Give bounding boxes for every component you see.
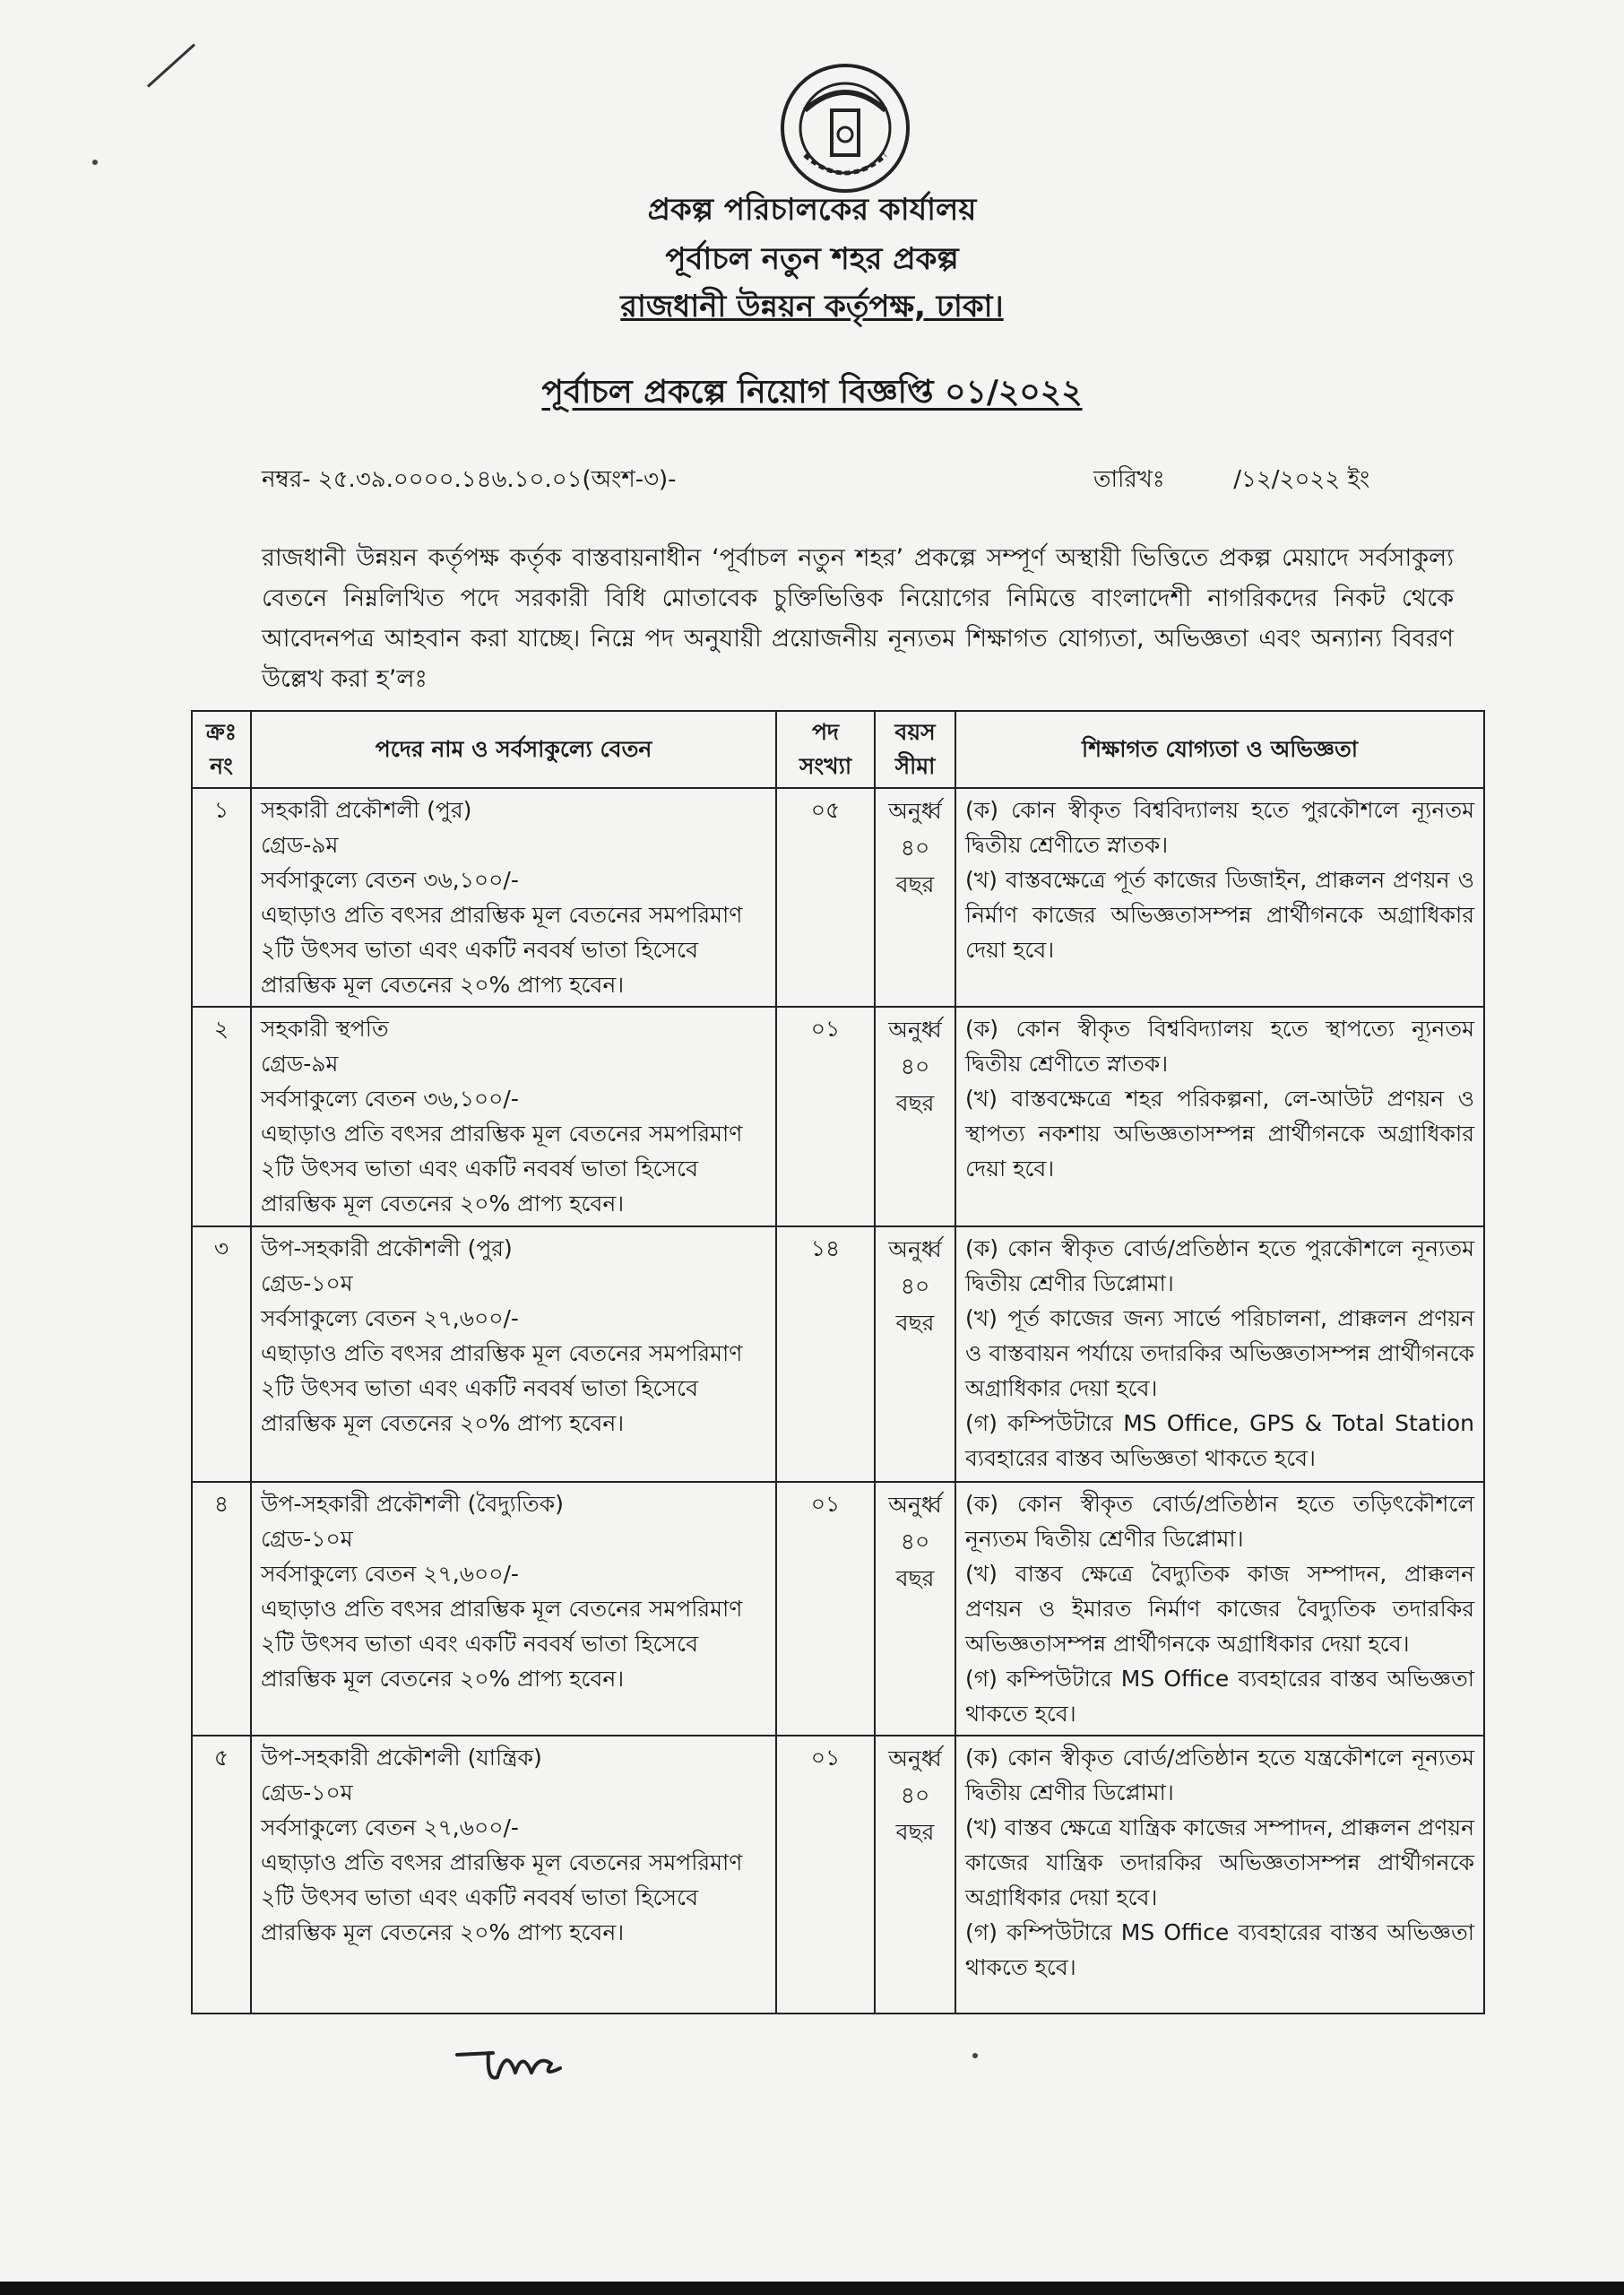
- post-grade: গ্রেড-৯ম: [261, 1051, 339, 1077]
- age-limit-value: ৪০: [900, 1273, 930, 1299]
- row-qualification: [955, 1007, 1484, 1226]
- post-allowance: এছাড়াও প্রতি বৎসর প্রারম্ভিক মূল বেতনের সমপরিমাণ ২টি উৎসব ভাতা এবং একটি নববর্ষ ভাতা হিসেবে প্রারম্ভিক মূল বেতনের ২০% প্রাপ্য হবেন।: [261, 1340, 743, 1436]
- table-header-row: [192, 711, 1484, 788]
- row-post: [251, 1482, 776, 1736]
- row-post: [251, 1226, 776, 1482]
- memo-date: [1093, 461, 1369, 500]
- scan-artifact-dot: [972, 2053, 978, 2058]
- header-qualification: শিক্ষাগত যোগ্যতা ও অভিজ্ঞতা: [955, 711, 1484, 788]
- project-heading: পূর্বাচল নতুন শহর প্রকল্প: [665, 241, 959, 277]
- post-grade: গ্রেড-৯ম: [261, 832, 339, 858]
- qualification-item: (গ) কম্পিউটারে MS Office ব্যবহারের বাস্তব অভিজ্ঞতা থাকতে হবে।: [965, 1666, 1474, 1727]
- date-value: /১২/২০২২ ইং: [1233, 466, 1370, 493]
- header-age: বয়স সীমা: [875, 711, 955, 788]
- post-salary: সর্বসাকুল্যে বেতন ২৭,৬০০/-: [261, 1561, 519, 1587]
- row-qualification: [955, 1482, 1484, 1736]
- row-qualification: [955, 788, 1484, 1007]
- qualification-item: (খ) পূর্ত কাজের জন্য সার্ভে পরিচালনা, প্রাক্কলন প্রণয়ন ও বাস্তবায়ন পর্যায়ে তদারকির অভিজ্ঞতাসম্পন্ন প্রার্থীগনকে অগ্রাধিকার দেয়া হবে।: [965, 1305, 1474, 1401]
- rajuk-logo-icon: [778, 61, 912, 195]
- post-grade: গ্রেড-১০ম: [261, 1780, 353, 1806]
- office-heading: প্রকল্প পরিচালকের কার্যালয়: [647, 192, 977, 228]
- row-serial: ৩: [192, 1226, 251, 1482]
- table-row: [192, 1226, 1484, 1482]
- post-grade: গ্রেড-১০ম: [261, 1526, 353, 1552]
- memo-number: নম্বর- ২৫.৩৯.০০০০.১৪৬.১০.০১(অংশ-৩)-: [262, 466, 677, 493]
- header-post: পদের নাম ও সর্বসাকুল্যে বেতন: [251, 711, 776, 788]
- row-age: [875, 788, 955, 1007]
- header-count: পদ সংখ্যা: [776, 711, 875, 788]
- qualification-item: (ক) কোন স্বীকৃত বিশ্ববিদ্যালয় হতে পুরকৌশলে ন্যূনতম দ্বিতীয় শ্রেণীতে স্নাতক।: [965, 797, 1474, 858]
- row-age: [875, 1482, 955, 1736]
- row-count: ০১: [776, 1007, 875, 1226]
- row-serial: ৪: [192, 1482, 251, 1736]
- circular-title: পূর্বাচল প্রকল্পে নিয়োগ বিজ্ঞপ্তি ০১/২০২২: [541, 374, 1083, 411]
- age-limit-unit: বছর: [895, 1090, 935, 1116]
- qualification-item: (খ) বাস্তব ক্ষেত্রে বৈদ্যুতিক কাজ সম্পাদন, প্রাক্কলন প্রণয়ন ও ইমারত নির্মাণ কাজের বৈদ্যুতিক তদারকির অভিজ্ঞতাসম্পন্ন প্রার্থীগনকে অগ্রাধিকার দেয়া হবে।: [965, 1561, 1474, 1657]
- age-limit-unit: বছর: [895, 1819, 935, 1845]
- age-limit-unit: বছর: [895, 1310, 935, 1336]
- qualification-item: (খ) বাস্তব ক্ষেত্রে যান্ত্রিক কাজের সম্পাদন, প্রাক্কলন প্রণয়ন কাজের যান্ত্রিক তদারকির অভিজ্ঞতাসম্পন্ন প্রার্থীগনকে অগ্রাধিকার দেয়া হবে।: [965, 1814, 1474, 1910]
- post-allowance: এছাড়াও প্রতি বৎসর প্রারম্ভিক মূল বেতনের সমপরিমাণ ২টি উৎসব ভাতা এবং একটি নববর্ষ ভাতা হিসেবে প্রারম্ভিক মূল বেতনের ২০% প্রাপ্য হবেন।: [261, 902, 743, 998]
- post-allowance: এছাড়াও প্রতি বৎসর প্রারম্ভিক মূল বেতনের সমপরিমাণ ২টি উৎসব ভাতা এবং একটি নববর্ষ ভাতা হিসেবে প্রারম্ভিক মূল বেতনের ২০% প্রাপ্য হবেন।: [261, 1121, 743, 1217]
- header-serial: ক্রঃ নং: [192, 711, 251, 788]
- table-row: [192, 788, 1484, 1007]
- row-post: [251, 1007, 776, 1226]
- row-age: [875, 1007, 955, 1226]
- post-name: সহকারী প্রকৌশলী (পুর): [261, 797, 472, 823]
- age-limit-value: ৪০: [900, 1053, 930, 1079]
- post-salary: সর্বসাকুল্যে বেতন ২৭,৬০০/-: [261, 1814, 519, 1840]
- qualification-item: (ক) কোন স্বীকৃত বিশ্ববিদ্যালয় হতে স্থাপত্যে ন্যূনতম দ্বিতীয় শ্রেণীতে স্নাতক।: [965, 1016, 1474, 1077]
- signature-mark: [453, 2028, 569, 2091]
- row-count: ১৪: [776, 1226, 875, 1482]
- post-allowance: এছাড়াও প্রতি বৎসর প্রারম্ভিক মূল বেতনের সমপরিমাণ ২টি উৎসব ভাতা এবং একটি নববর্ষ ভাতা হিসেবে প্রারম্ভিক মূল বেতনের ২০% প্রাপ্য হবেন।: [261, 1596, 743, 1692]
- age-limit-value: ৪০: [900, 1529, 930, 1555]
- row-serial: ২: [192, 1007, 251, 1226]
- post-name: উপ-সহকারী প্রকৌশলী (যান্ত্রিক): [261, 1745, 542, 1771]
- table-row: [192, 1007, 1484, 1226]
- row-qualification: [955, 1736, 1484, 2014]
- row-serial: ৫: [192, 1736, 251, 2014]
- post-salary: সর্বসাকুল্যে বেতন ৩৬,১০০/-: [261, 1086, 519, 1112]
- qualification-item: (খ) বাস্তবক্ষেত্রে শহর পরিকল্পনা, লে-আউট প্রণয়ন ও স্থাপত্য নকশায় অভিজ্ঞতাসম্পন্ন প্রার্থীগনকে অগ্রাধিকার দেয়া হবে।: [965, 1086, 1474, 1182]
- qualification-item: (গ) কম্পিউটারে MS Office, GPS & Total Station ব্যবহারের বাস্তব অভিজ্ঞতা থাকতে হবে।: [965, 1410, 1474, 1471]
- post-salary: সর্বসাকুল্যে বেতন ২৭,৬০০/-: [261, 1305, 519, 1331]
- qualification-item: (ক) কোন স্বীকৃত বোর্ড/প্রতিষ্ঠান হতে পুরকৌশলে নূন্যতম দ্বিতীয় শ্রেণীর ডিপ্লোমা।: [965, 1235, 1474, 1296]
- post-salary: সর্বসাকুল্যে বেতন ৩৬,১০০/-: [261, 867, 519, 893]
- row-serial: ১: [192, 788, 251, 1007]
- table-row: [192, 1736, 1484, 2014]
- age-limit-label: অনুর্ধ্ব: [888, 798, 942, 824]
- row-count: ০১: [776, 1482, 875, 1736]
- age-limit-label: অনুর্ধ্ব: [888, 1017, 942, 1043]
- authority-heading: রাজধানী উন্নয়ন কর্তৃপক্ষ, ঢাকা।: [620, 289, 1004, 325]
- row-age: [875, 1226, 955, 1482]
- row-age: [875, 1736, 955, 2014]
- vacancy-table: [191, 710, 1485, 2014]
- date-label: তারিখঃ: [1093, 466, 1165, 493]
- qualification-item: (ক) কোন স্বীকৃত বোর্ড/প্রতিষ্ঠান হতে যন্ত্রকৌশলে নূন্যতম দ্বিতীয় শ্রেণীর ডিপ্লোমা।: [965, 1745, 1474, 1806]
- row-count: ০১: [776, 1736, 875, 2014]
- scan-artifact-dot: [92, 160, 98, 165]
- scan-artifact-line: [147, 44, 195, 88]
- post-name: সহকারী স্থপতি: [261, 1016, 389, 1042]
- post-allowance: এছাড়াও প্রতি বৎসর প্রারম্ভিক মূল বেতনের সমপরিমাণ ২টি উৎসব ভাতা এবং একটি নববর্ষ ভাতা হিসেবে প্রারম্ভিক মূল বেতনের ২০% প্রাপ্য হবেন।: [261, 1849, 743, 1945]
- age-limit-unit: বছর: [895, 871, 935, 897]
- age-limit-unit: বছর: [895, 1565, 935, 1591]
- age-limit-label: অনুর্ধ্ব: [888, 1745, 942, 1771]
- scan-bottom-edge: [0, 2282, 1624, 2295]
- age-limit-value: ৪০: [900, 1782, 930, 1808]
- post-grade: গ্রেড-১০ম: [261, 1270, 353, 1296]
- row-post: [251, 788, 776, 1007]
- intro-paragraph: রাজধানী উন্নয়ন কর্তৃপক্ষ কর্তৃক বাস্তবায়নাধীন ‘পূর্বাচল নতুন শহর’ প্রকল্পে সম্পূর্ণ অস্থায়ী ভিত্তিতে প্রকল্প মেয়াদে সর্বসাকুল্য বেতনে নিম্নলিখিত পদে সরকারী বিধি মোতাবেক চুক্তিভিত্তিক নিয়োগের নিমিত্তে বাংলাদেশী নাগরিকদের নিকট থেকে আবেদনপত্র আহবান করা যাচ্ছে। নিম্নে পদ অনুযায়ী প্রয়োজনীয় নূন্যতম শিক্ষাগত যোগ্যতা, অভিজ্ঞতা এবং অন্যান্য বিবরণ উল্লেখ করা হ’লঃ: [262, 544, 1454, 693]
- row-count: ০৫: [776, 788, 875, 1007]
- qualification-item: (খ) বাস্তবক্ষেত্রে পূর্ত কাজের ডিজাইন, প্রাক্কলন প্রণয়ন ও নির্মাণ কাজের অভিজ্ঞতাসম্পন্ন প্রার্থীগনকে অগ্রাধিকার দেয়া হবে।: [965, 867, 1474, 963]
- post-name: উপ-সহকারী প্রকৌশলী (পুর): [261, 1235, 513, 1261]
- post-name: উপ-সহকারী প্রকৌশলী (বৈদ্যুতিক): [261, 1491, 564, 1517]
- row-post: [251, 1736, 776, 2014]
- qualification-item: (ক) কোন স্বীকৃত বোর্ড/প্রতিষ্ঠান হতে তড়িৎকৌশলে নূন্যতম দ্বিতীয় শ্রেণীর ডিপ্লোমা।: [965, 1491, 1474, 1552]
- row-qualification: [955, 1226, 1484, 1482]
- age-limit-label: অনুর্ধ্ব: [888, 1492, 942, 1518]
- age-limit-value: ৪০: [900, 835, 930, 861]
- age-limit-label: অনুর্ধ্ব: [888, 1236, 942, 1262]
- qualification-item: (গ) কম্পিউটারে MS Office ব্যবহারের বাস্তব অভিজ্ঞতা থাকতে হবে।: [965, 1919, 1474, 1980]
- table-row: [192, 1482, 1484, 1736]
